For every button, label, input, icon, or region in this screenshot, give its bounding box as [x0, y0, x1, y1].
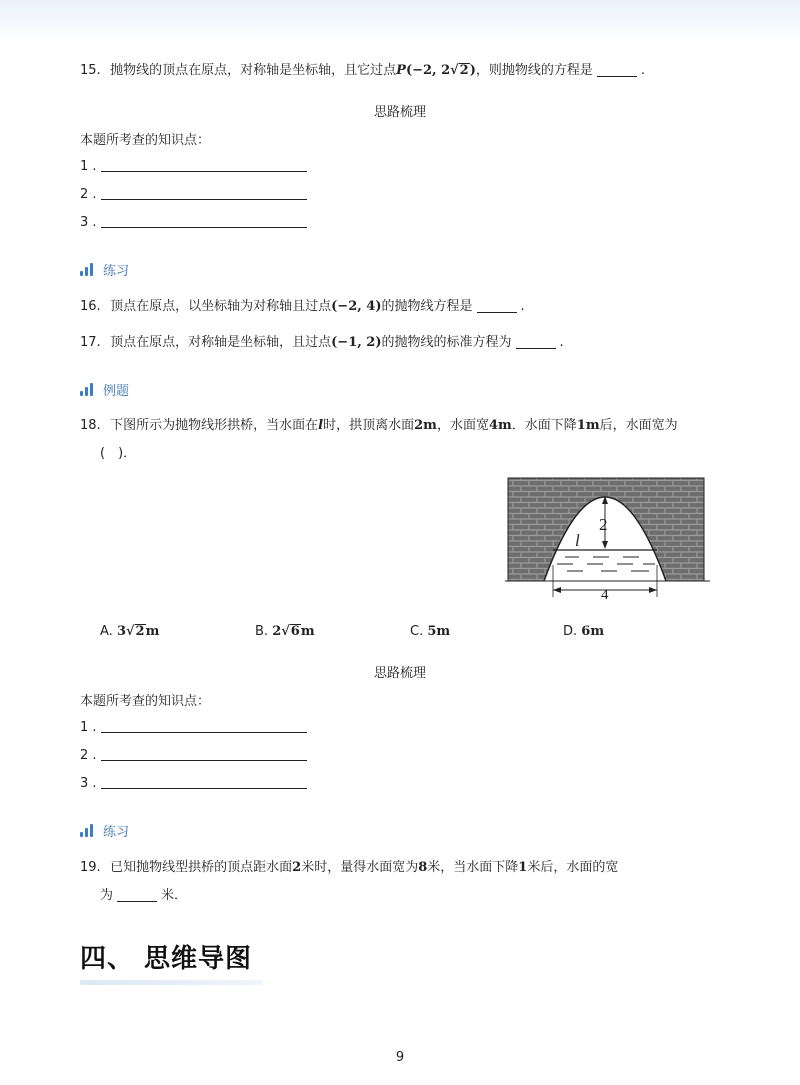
review-title: 思路梳理: [373, 666, 426, 681]
knowledge-line-3[interactable]: 3 .: [80, 774, 307, 794]
page-number: 9: [395, 1050, 405, 1065]
knowledge-line-1[interactable]: 1 .: [80, 718, 307, 738]
choice-d[interactable]: D. 6m: [563, 624, 605, 639]
arch-bridge-figure: [505, 475, 710, 605]
choice-b[interactable]: B. 2√6m: [255, 624, 315, 639]
answer-blank[interactable]: [477, 298, 517, 313]
height-label: 2: [599, 515, 608, 534]
math-sqrt: 2: [459, 63, 469, 78]
water-level-label: l: [575, 531, 580, 550]
knowledge-line-3[interactable]: 3 .: [80, 213, 307, 233]
question-text: 抛物线的顶点在原点，对称轴是坐标轴，且它过点: [110, 63, 397, 78]
math-point-name: P: [396, 63, 406, 78]
bar-chart-icon: [80, 823, 93, 837]
question-18-line2: ( )．: [100, 446, 137, 461]
width-label: 4: [601, 587, 609, 603]
question-15: 15. 抛物线的顶点在原点，对称轴是坐标轴，且它过点P(−2, 2√2)，则抛物线的方程是 .: [80, 58, 720, 84]
answer-blank[interactable]: [597, 62, 637, 77]
question-19-line2: 为 米．: [100, 888, 188, 903]
question-19: 19. 已知抛物线型拱桥的顶点距水面2米时，量得水面宽为8米，当水面下降1米后，水面的宽: [80, 860, 619, 875]
answer-blank[interactable]: [516, 334, 556, 349]
question-number: 15.: [80, 63, 101, 78]
example-heading: 例题: [80, 379, 129, 399]
bar-chart-icon: [80, 382, 93, 396]
knowledge-line-1[interactable]: 1 .: [80, 157, 307, 177]
math-coords: (−2, 2: [405, 63, 451, 78]
question-17: 17. 顶点在原点，对称轴是坐标轴，且过点(−1, 2)的抛物线的标准方程为 .: [80, 335, 564, 350]
practice-heading: 练习: [80, 259, 129, 279]
bar-chart-icon: [80, 262, 93, 276]
knowledge-line-2[interactable]: 2 .: [80, 185, 307, 205]
choice-c[interactable]: C. 5m: [410, 624, 451, 639]
section-heading: 四、 思维导图: [80, 944, 253, 974]
practice-heading: 练习: [80, 820, 129, 840]
answer-blank[interactable]: [117, 887, 157, 902]
question-16: 16. 顶点在原点，以坐标轴为对称轴且过点(−2, 4)的抛物线方程是 .: [80, 299, 525, 314]
header-band: [0, 0, 800, 40]
knowledge-label: 本题所考查的知识点：: [80, 133, 211, 148]
review-title: 思路梳理: [373, 105, 426, 120]
heading-underline: [80, 980, 262, 985]
knowledge-label: 本题所考查的知识点：: [80, 694, 211, 709]
choice-a[interactable]: A. 3√2m: [100, 624, 160, 639]
question-18: 18. 下图所示为抛物线形拱桥，当水面在l时，拱顶离水面2m，水面宽4m．水面下降1m后，水面宽为: [80, 418, 678, 433]
knowledge-line-2[interactable]: 2 .: [80, 746, 307, 766]
